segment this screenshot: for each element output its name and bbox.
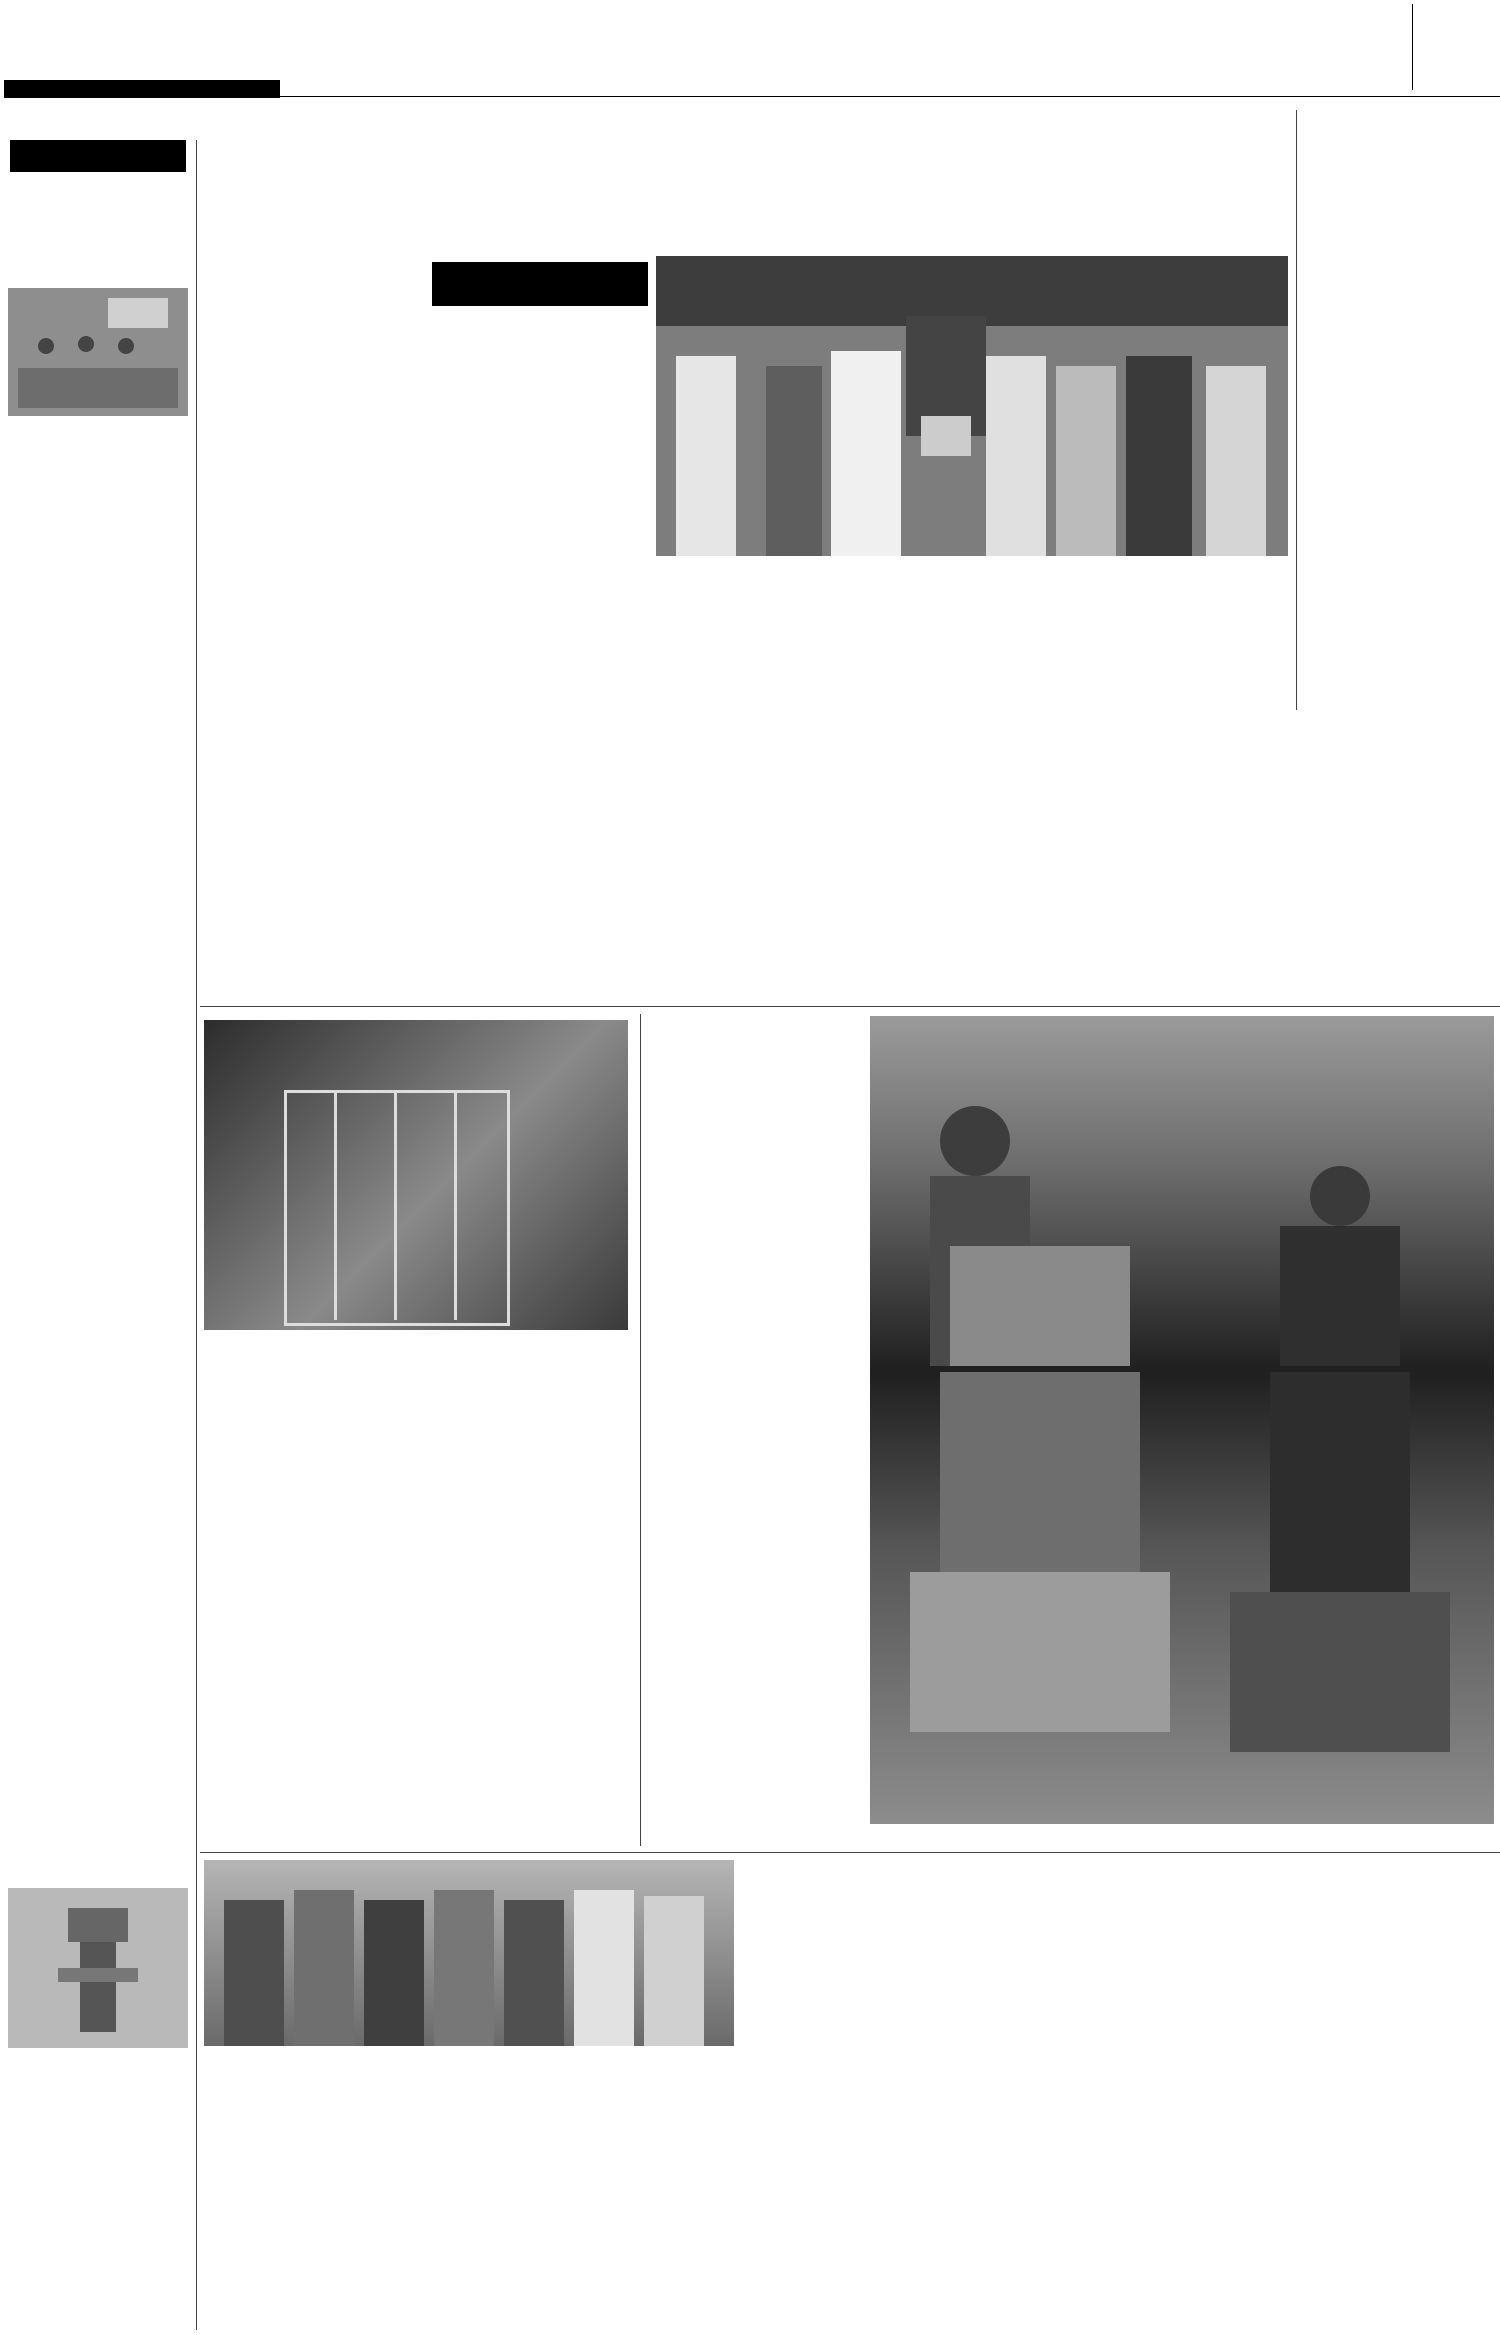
lead-body-col3 <box>656 582 862 998</box>
brief-headline <box>8 1792 188 1882</box>
brief-label-box <box>10 140 186 172</box>
brief-body <box>8 1462 188 1784</box>
temple-photo-caption <box>210 1334 630 1352</box>
lead-body-col1 <box>204 262 426 998</box>
story3-body-col1 <box>648 1142 860 1844</box>
right-brief-body <box>1302 224 1496 1004</box>
women-group-photo <box>204 1860 734 2046</box>
lead-body-col2 <box>432 314 648 998</box>
lead-badge-box <box>432 262 648 306</box>
brief-column <box>4 140 190 2310</box>
lead-photo <box>656 256 1288 556</box>
brief-headline <box>8 1358 188 1458</box>
women-photo-caption <box>210 2050 730 2068</box>
lead-body-col4 <box>870 582 1076 998</box>
brief-body <box>8 1000 188 1350</box>
story2-body-col2 <box>422 1420 632 1844</box>
story3-headline <box>648 1014 860 1110</box>
story2-body-col1 <box>204 1452 414 1844</box>
lead-body-col5 <box>1084 582 1288 998</box>
story2-headline <box>204 1362 632 1418</box>
brief-headline <box>8 182 188 262</box>
lead-photo-caption <box>660 560 1280 578</box>
brief-body <box>8 2056 188 2306</box>
lead-headline <box>210 112 1280 222</box>
brief-photo <box>8 288 188 416</box>
temple-gate-photo <box>204 1020 628 1330</box>
ravana-effigy-photo <box>8 1888 188 2048</box>
dance-photo-lower-panel <box>870 1372 1494 1824</box>
dance-photo-caption <box>876 1828 1492 1846</box>
brief-headline <box>8 922 188 994</box>
story4-headline <box>204 2076 734 2136</box>
right-brief-headline <box>1302 126 1498 162</box>
brief-body <box>8 426 188 916</box>
dance-photo <box>870 1016 1494 1372</box>
dateline-bar <box>4 80 280 98</box>
masthead <box>0 0 1500 96</box>
